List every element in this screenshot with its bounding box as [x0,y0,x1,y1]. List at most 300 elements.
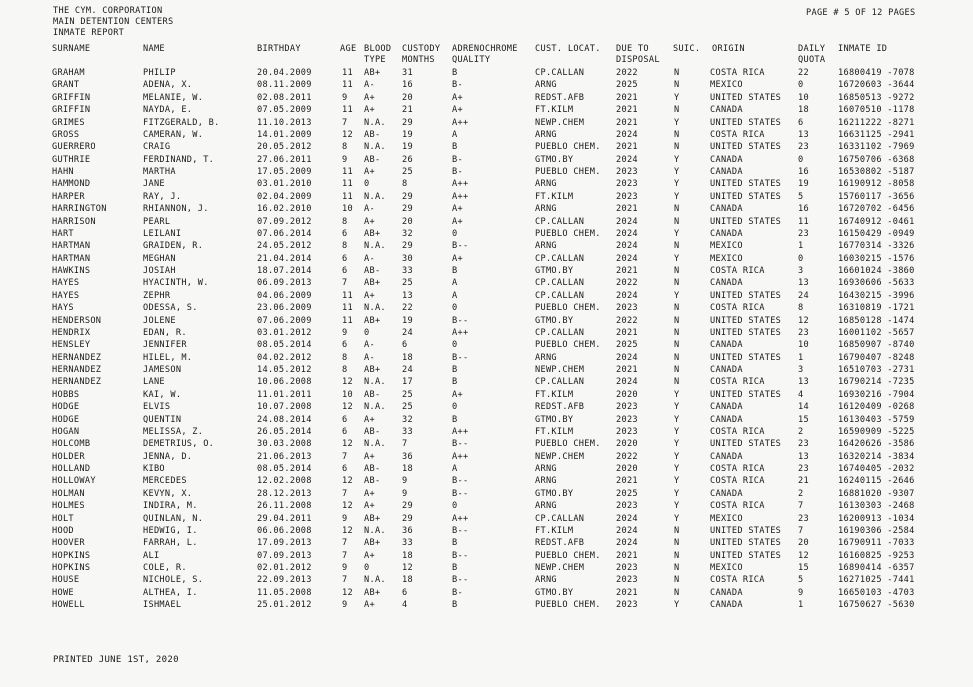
cell-age: 6 [342,414,348,425]
cell-blood: A- [364,80,375,91]
cell-loc: NEWP.CHEM [535,451,585,462]
cell-name: HEDWIG, I. [143,525,198,536]
table-row [0,129,973,141]
cell-name: JENNIFER [143,340,187,351]
table-row [0,438,973,450]
cell-origin: CANADA [710,228,743,239]
cell-suic: N [674,563,680,573]
cell-blood: A- [364,340,375,351]
cell-cust: 36 [402,525,413,536]
cell-origin: UNITED STATES [710,327,782,338]
cell-surname: HOLMAN [52,488,85,499]
cell-surname: HARTMAN [52,253,91,264]
cell-adr: B-- [452,476,469,487]
cell-bday: 04.02.2012 [257,352,312,363]
cell-surname: GUTHRIE [52,154,91,165]
cell-adr: B-- [452,488,469,499]
cell-quota: 23 [798,439,809,450]
cell-id: 16790214 -7235 [838,377,915,388]
cell-quota: 16 [798,167,809,177]
cell-cust: 18 [402,352,413,363]
cell-suic: N [674,204,680,215]
cell-age: 11 [342,315,353,326]
cell-cust: 33 [402,266,413,276]
cell-bday: 20.05.2012 [257,142,312,153]
cell-id: 16530802 -5187 [838,167,915,177]
cell-id: 16331102 -7969 [838,142,915,153]
cell-suic: Y [674,167,680,177]
cell-quota: 13 [798,129,809,140]
cell-surname: HOOD [52,525,74,536]
cell-surname: HOGAN [52,426,80,437]
cell-loc: FT.KILM [535,525,574,536]
cell-quota: 0 [798,154,804,165]
cell-age: 11 [342,68,353,78]
cell-cust: 25 [402,389,413,400]
cell-suic: N [674,377,680,388]
cell-due: 2023 [616,600,638,611]
cell-origin: UNITED STATES [710,538,782,549]
cell-due: 2020 [616,464,638,474]
cell-origin: MEXICO [710,80,743,91]
cell-bday: 27.06.2011 [257,154,312,165]
cell-age: 6 [342,340,348,351]
cell-surname: GRANT [52,80,80,91]
column-headers [0,44,973,66]
cell-origin: COSTA RICA [710,575,765,586]
cell-id: 16850907 -8740 [838,340,915,351]
cell-suic: N [674,278,680,289]
cell-cust: 12 [402,563,413,573]
cell-surname: HERNANDEZ [52,377,102,388]
cell-surname: GRIFFIN [52,105,91,116]
cell-age: 11 [342,80,353,91]
table-row [0,277,973,289]
cell-age: 6 [342,228,348,239]
cell-origin: COSTA RICA [710,68,765,78]
cell-age: 11 [342,191,353,202]
cell-age: 11 [342,167,353,177]
cell-blood: A+ [364,550,375,561]
table-row [0,141,973,153]
cell-loc: PUEBLO CHEM. [535,303,601,314]
table-row [0,327,973,339]
cell-suic: N [674,575,680,586]
cell-name: PHILIP [143,68,176,78]
cell-cust: 21 [402,105,413,116]
cell-suic: N [674,365,680,375]
cell-name: NICHOLE, S. [143,575,204,586]
cell-cust: 19 [402,129,413,140]
cell-blood: A+ [364,600,375,611]
cell-loc: GTMO.BY [535,266,574,276]
cell-age: 9 [342,513,348,524]
table-row [0,574,973,586]
cell-adr: A [452,129,458,140]
cell-cust: 29 [402,191,413,202]
cell-bday: 07.09.2012 [257,216,312,227]
cell-quota: 6 [798,117,804,128]
cell-cust: 29 [402,117,413,128]
cell-suic: Y [674,451,680,462]
cell-suic: N [674,216,680,227]
cell-age: 8 [342,352,348,363]
table-row [0,364,973,376]
cell-loc: REDST.AFB [535,402,585,413]
cell-suic: Y [674,426,680,437]
cell-name: QUINLAN, N. [143,513,204,524]
table-row [0,117,973,129]
cell-quota: 4 [798,389,804,400]
cell-bday: 21.04.2014 [257,253,312,264]
cell-name: ELVIS [143,402,171,413]
cell-cust: 24 [402,327,413,338]
cell-blood: A+ [364,290,375,301]
cell-quota: 10 [798,92,809,103]
cell-suic: Y [674,402,680,413]
cell-name: MARTHA [143,167,176,177]
cell-age: 6 [342,253,348,264]
cell-origin: CANADA [710,488,743,499]
cell-origin: CANADA [710,600,743,611]
cell-name: HILEL, M. [143,352,193,363]
cell-bday: 17.05.2009 [257,167,312,177]
cell-suic: N [674,68,680,78]
cell-surname: HOLLAND [52,464,91,474]
report-title: INMATE REPORT [53,28,125,38]
cell-suic: N [674,525,680,536]
col-suic: SUIC. [673,44,701,54]
cell-quota: 23 [798,327,809,338]
cell-name: MELISSA, Z. [143,426,204,437]
cell-due: 2024 [616,352,638,363]
cell-adr: 0 [452,228,458,239]
cell-origin: CANADA [710,278,743,289]
cell-bday: 08.11.2009 [257,80,312,91]
cell-suic: Y [674,501,680,512]
cell-loc: NEWP.CHEM [535,563,585,573]
cell-loc: REDST.AFB [535,538,585,549]
cell-suic: Y [674,476,680,487]
cell-name: FITZGERALD, B. [143,117,220,128]
cell-cust: 9 [402,476,408,487]
cell-quota: 1 [798,241,804,252]
cell-suic: Y [674,414,680,425]
cell-adr: B [452,68,458,78]
cell-due: 2021 [616,327,638,338]
table-row [0,315,973,327]
cell-origin: CANADA [710,414,743,425]
cell-origin: UNITED STATES [710,389,782,400]
cell-cust: 18 [402,575,413,586]
cell-id: 16850128 -1474 [838,315,915,326]
cell-suic: Y [674,179,680,190]
cell-quota: 21 [798,476,809,487]
cell-adr: A+ [452,253,463,264]
cell-adr: A++ [452,426,469,437]
cell-adr: B-- [452,352,469,363]
cell-suic: Y [674,228,680,239]
cell-cust: 25 [402,278,413,289]
col-age: AGE [340,44,357,54]
cell-quota: 3 [798,266,804,276]
cell-quota: 7 [798,501,804,512]
cell-blood: N.A. [364,377,386,388]
inmate-table [0,67,973,612]
cell-surname: GRIFFIN [52,92,91,103]
table-row [0,216,973,228]
cell-name: ZEPHR [143,290,171,301]
cell-origin: CANADA [710,105,743,116]
cell-suic: N [674,105,680,116]
cell-id: 16930606 -5633 [838,278,915,289]
cell-origin: MEXICO [710,253,743,264]
cell-age: 7 [342,550,348,561]
cell-id: 16650103 -4703 [838,587,915,598]
cell-surname: HAHN [52,167,74,177]
cell-age: 12 [342,377,353,388]
cell-due: 2025 [616,488,638,499]
cell-loc: NEWP.CHEM [535,117,585,128]
table-row [0,389,973,401]
table-row [0,178,973,190]
cell-adr: B [452,142,458,153]
cell-bday: 14.01.2009 [257,129,312,140]
cell-due: 2024 [616,154,638,165]
cell-loc: PUEBLO CHEM. [535,600,601,611]
table-row [0,587,973,599]
cell-surname: HOPKINS [52,550,91,561]
cell-name: CRAIG [143,142,171,153]
cell-loc: ARNG [535,129,557,140]
cell-blood: AB+ [364,587,381,598]
table-row [0,290,973,302]
cell-due: 2023 [616,303,638,314]
cell-loc: PUEBLO CHEM. [535,340,601,351]
cell-due: 2022 [616,278,638,289]
cell-id: 16310819 -1721 [838,303,915,314]
cell-adr: A++ [452,327,469,338]
cell-suic: N [674,80,680,91]
cell-adr: A++ [452,191,469,202]
table-row [0,488,973,500]
cell-adr: B [452,377,458,388]
print-date: PRINTED JUNE 1ST, 2020 [53,655,179,665]
cell-cust: 26 [402,154,413,165]
cell-cust: 22 [402,303,413,314]
cell-origin: CANADA [710,167,743,177]
table-row [0,104,973,116]
cell-age: 7 [342,488,348,499]
cell-age: 7 [342,451,348,462]
cell-bday: 08.05.2014 [257,340,312,351]
cell-age: 11 [342,290,353,301]
cell-adr: B-- [452,439,469,450]
cell-name: KIBO [143,464,165,474]
cell-blood: AB+ [364,365,381,375]
col-surname: SURNAME [52,44,91,54]
cell-adr: B-- [452,241,469,252]
cell-suic: N [674,587,680,598]
cell-quota: 23 [798,513,809,524]
table-row [0,203,973,215]
cell-surname: HERNANDEZ [52,352,102,363]
cell-surname: HAYES [52,278,80,289]
cell-quota: 0 [798,80,804,91]
cell-quota: 23 [798,142,809,153]
table-row [0,414,973,426]
cell-quota: 13 [798,451,809,462]
cell-cust: 36 [402,451,413,462]
cell-cust: 32 [402,228,413,239]
cell-blood: AB+ [364,513,381,524]
cell-adr: 0 [452,402,458,413]
cell-due: 2021 [616,117,638,128]
cell-adr: B [452,414,458,425]
cell-origin: UNITED STATES [710,216,782,227]
cell-cust: 31 [402,68,413,78]
cell-cust: 19 [402,315,413,326]
cell-suic: N [674,327,680,338]
cell-blood: A+ [364,105,375,116]
cell-origin: COSTA RICA [710,476,765,487]
col-blood-type: BLOOD TYPE [364,44,392,65]
cell-suic: N [674,142,680,153]
cell-origin: MEXICO [710,513,743,524]
cell-blood: N.A. [364,117,386,128]
cell-quota: 19 [798,179,809,190]
cell-surname: HERNANDEZ [52,365,102,375]
cell-blood: N.A. [364,142,386,153]
cell-cust: 18 [402,464,413,474]
col-due-to-disposal: DUE TO DISPOSAL [616,44,660,65]
table-row [0,191,973,203]
cell-cust: 4 [402,600,408,611]
cell-bday: 12.02.2008 [257,476,312,487]
page-number: PAGE # 5 OF 12 PAGES [806,8,916,18]
cell-blood: 0 [364,563,370,573]
cell-id: 16800419 -7078 [838,68,915,78]
cell-name: EDAN, R. [143,327,187,338]
cell-suic: N [674,315,680,326]
cell-quota: 24 [798,290,809,301]
cell-adr: A++ [452,451,469,462]
cell-suic: Y [674,92,680,103]
cell-quota: 18 [798,105,809,116]
cell-id: 16130303 -2468 [838,501,915,512]
cell-due: 2021 [616,587,638,598]
cell-id: 16790911 -7033 [838,538,915,549]
cell-name: GRAIDEN, R. [143,241,204,252]
cell-suic: N [674,266,680,276]
cell-loc: GTMO.BY [535,587,574,598]
cell-id: 16930216 -7904 [838,389,915,400]
cell-blood: AB- [364,389,381,400]
cell-surname: HODGE [52,402,80,413]
table-row [0,537,973,549]
cell-id: 16420626 -3586 [838,439,915,450]
cell-cust: 6 [402,340,408,351]
cell-bday: 10.06.2008 [257,377,312,388]
cell-adr: A+ [452,92,463,103]
cell-bday: 02.08.2011 [257,92,312,103]
cell-blood: AB+ [364,278,381,289]
cell-suic: Y [674,488,680,499]
cell-due: 2024 [616,513,638,524]
cell-due: 2025 [616,340,638,351]
table-row [0,475,973,487]
cell-name: LANE [143,377,165,388]
cell-cust: 20 [402,216,413,227]
cell-due: 2023 [616,575,638,586]
col-birthday: BIRTHDAY [257,44,301,54]
cell-surname: HOUSE [52,575,80,586]
cell-bday: 07.05.2009 [257,105,312,116]
cell-quota: 8 [798,303,804,314]
cell-id: 16030215 -1576 [838,253,915,264]
cell-cust: 29 [402,204,413,215]
cell-origin: COSTA RICA [710,501,765,512]
table-row [0,166,973,178]
cell-due: 2024 [616,290,638,301]
table-row [0,79,973,91]
cell-origin: UNITED STATES [710,525,782,536]
cell-origin: CANADA [710,204,743,215]
table-row [0,562,973,574]
cell-quota: 13 [798,377,809,388]
cell-bday: 20.04.2009 [257,68,312,78]
cell-bday: 03.01.2012 [257,327,312,338]
cell-surname: GUERRERO [52,142,96,153]
cell-name: KAI, W. [143,389,182,400]
cell-blood: AB+ [364,538,381,549]
table-row [0,401,973,413]
cell-quota: 7 [798,525,804,536]
cell-suic: Y [674,464,680,474]
cell-origin: UNITED STATES [710,439,782,450]
cell-due: 2025 [616,80,638,91]
col-daily-quota: DAILY QUOTA [798,44,826,65]
cell-due: 2024 [616,228,638,239]
cell-bday: 08.05.2014 [257,464,312,474]
cell-suic: N [674,352,680,363]
cell-cust: 25 [402,167,413,177]
cell-suic: Y [674,600,680,611]
cell-bday: 24.08.2014 [257,414,312,425]
cell-cust: 33 [402,538,413,549]
cell-cust: 29 [402,501,413,512]
cell-age: 12 [342,476,353,487]
cell-origin: CANADA [710,340,743,351]
cell-name: FARRAH, L. [143,538,198,549]
cell-age: 11 [342,303,353,314]
cell-surname: HARRISON [52,216,96,227]
cell-cust: 20 [402,92,413,103]
cell-surname: HENDERSON [52,315,102,326]
table-row [0,376,973,388]
cell-id: 16750706 -6368 [838,154,915,165]
cell-origin: CANADA [710,587,743,598]
cell-loc: FT.KILM [535,105,574,116]
cell-id: 16881020 -9307 [838,488,915,499]
cell-quota: 20 [798,538,809,549]
cell-name: JANE [143,179,165,190]
cell-loc: ARNG [535,464,557,474]
cell-quota: 16 [798,204,809,215]
cell-origin: UNITED STATES [710,290,782,301]
cell-surname: HOLLOWAY [52,476,96,487]
cell-due: 2024 [616,216,638,227]
